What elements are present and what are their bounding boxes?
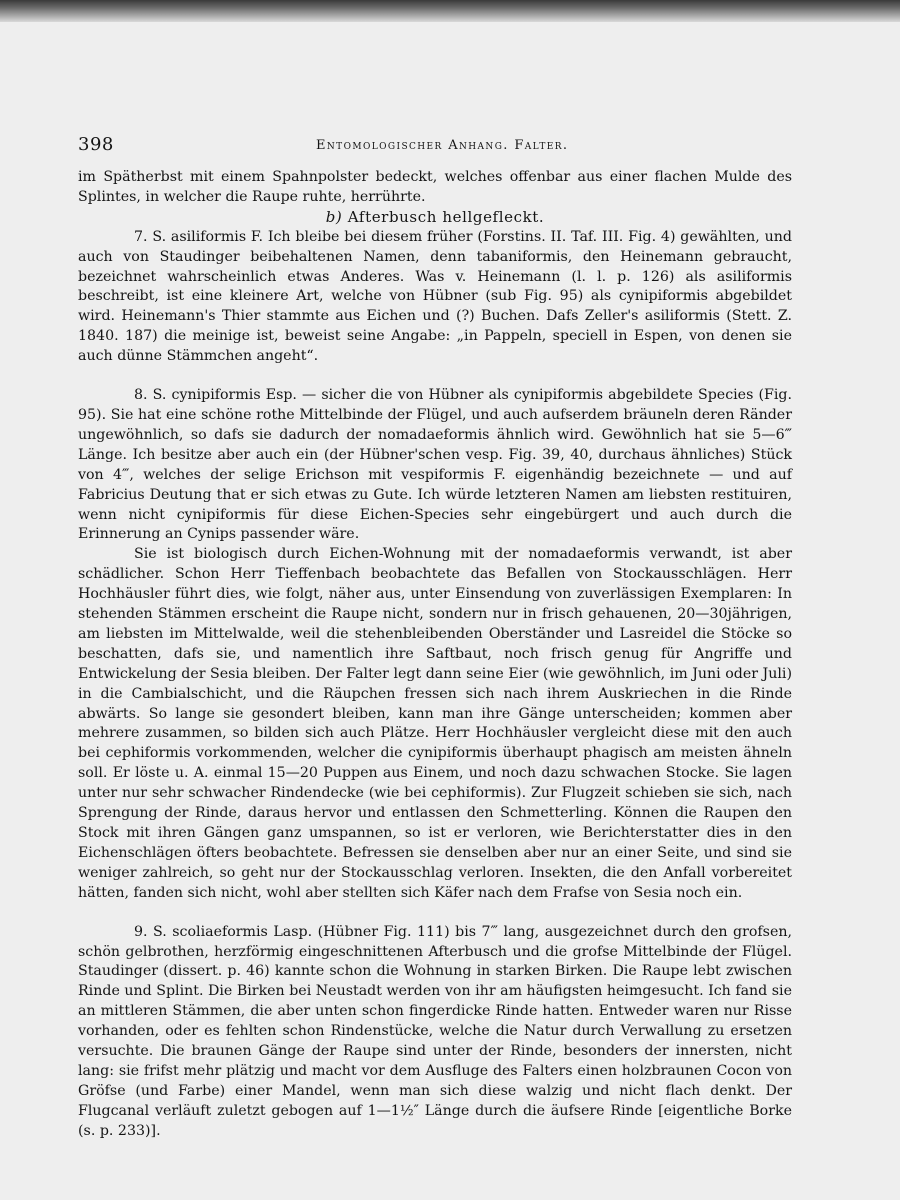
page-number: 398 <box>78 134 114 155</box>
running-title: Entomologischer Anhang. Falter. <box>316 138 569 153</box>
paragraph-species-7: 7. S. asiliformis F. Ich bleibe bei diesem früher (Forstins. II. Taf. III. Fig. 4) gewählten, und auch von Staudinger beibehaltenen Namen, denn tabaniformis, den Heinemann gebraucht, bezeichnet wahrscheinlich etwas Anderes. Was v. Heinemann (l. l. p. 126) als asiliformis beschreibt, ist eine kleinere Art, welche von Hübner (sub Fig. 95) als cynipiformis abgebildet wird. Heinemann's Thier stammte aus Eichen und (?) Buchen. Dafs Zeller's asiliformis (Stett. Z. 1840. 187) die meinige ist, beweist seine Angabe: „in Pappeln, speciell in Espen, von denen sie auch dünne Stämmchen angeht“. <box>78 228 792 365</box>
page-header <box>78 134 798 158</box>
section-title: Afterbusch hellgefleckt. <box>347 207 545 226</box>
paragraph-intro: im Spätherbst mit einem Spahnpolster bedeckt, welches offenbar aus einer flachen Mulde des Splintes, in welcher die Raupe ruhte, herrührte. <box>78 169 792 205</box>
spacer <box>78 904 792 923</box>
scan-top-shadow <box>0 0 900 22</box>
paragraph-species-8-biology: Sie ist biologisch durch Eichen-Wohnung mit der nomadaeformis verwandt, ist aber schädlicher. Schon Herr Tieffenbach beobachtete das Befallen von Stockausschlägen. Herr Hochhäusler führt dies, wie folgt, näher aus, unter Einsendung von zuverlässigen Exemplaren: In stehenden Stämmen erscheint die Raupe nicht, sondern nur in frisch gehauenen, 20—30jährigen, am liebsten im Mittelwalde, weil die stehenbleibenden Oberständer und Lasreidel die Stöcke so beschatten, dafs sie, und namentlich ihre Saftbaut, noch frisch genug für Angriffe und Entwickelung der Sesia bleiben. Der Falter legt dann seine Eier (wie gewöhnlich, im Juni oder Juli) in die Cambialschicht, und die Räupchen fressen sich nach ihrem Auskriechen in die Rinde abwärts. So lange sie gesondert bleiben, kann man ihre Gänge unterscheiden; kommen aber mehrere zusammen, so bilden sich auch Plätze. Herr Hochhäusler vergleicht diese mit den auch bei cephiformis vorkommenden, welcher die cynipiformis überhaupt phagisch am meisten ähneln soll. Er löste u. A. einmal 15—20 Puppen aus Einem, und noch dazu schwachen Stocke. Sie lagen unter nur sehr schwacher Rindendecke (wie bei cephiformis). Zur Flugzeit schieben sie sich, nach Sprengung der Rinde, daraus hervor und entlassen den Schmetterling. Können die Raupen den Stock mit ihren Gängen ganz umspannen, so ist er verloren, wie Berichterstatter dies in den Eichenschlägen öfters beobachtete. Befressen sie denselben aber nur an einer Seite, und sind sie weniger zahlreich, so geht nur der Stockausschlag verloren. Insekten, die den Anfall vorbereitet hätten, fanden sich nicht, wohl aber stellten sich Käfer nach dem Frafse von Sesia noch ein. <box>78 546 792 901</box>
page-body <box>78 168 792 1142</box>
paragraph-species-9: 9. S. scoliaeformis Lasp. (Hübner Fig. 111) bis 7‴ lang, ausgezeichnet durch den grofsen, schön gelbrothen, herzförmig eingeschnittenen Afterbusch und die grofse Mittelbinde der Flügel. Staudinger (dissert. p. 46) kannte schon die Wohnung in starken Birken. Die Raupe lebt zwischen Rinde und Splint. Die Birken bei Neustadt werden von ihr am häufigsten heimgesucht. Ich fand sie an mittleren Stämmen, die aber unten schon fingerdicke Rinde hatten. Entweder waren nur Risse vorhanden, oder es fehlten schon Rindenstücke, welche die Natur durch Verwallung zu ersetzen versuchte. Die braunen Gänge der Raupe sind unter der Rinde, besonders der innersten, nicht lang: sie frifst mehr plätzig und macht vor dem Ausfluge des Falters einen holzbraunen Cocon von Gröfse (und Farbe) einer Mandel, wenn man sich diese walzig und nicht flach denkt. Der Flugcanal verläuft zuletzt gebogen auf 1—1½″ Länge durch die äufsere Rinde [eigentliche Borke (s. p. 233)]. <box>78 923 792 1139</box>
paragraph-species-8: 8. S. cynipiformis Esp. — sicher die von Hübner als cynipiformis abgebildete Species (Fig. 95). Sie hat eine schöne rothe Mittelbinde der Flügel, und auch aufserdem bräuneln deren Ränder ungewöhnlich, so dafs sie dadurch der nomadaeformis ähnlich wird. Gewöhnlich hat sie 5—6‴ Länge. Ich besitze aber auch ein (der Hübner'schen vesp. Fig. 39, 40, durchaus ähnliches) Stück von 4‴, welches der selige Erichson mit vespiformis F. eigenhändig bezeichnete — und auf Fabricius Deutung that er sich etwas zu Gute. Ich würde letzteren Namen am liebsten restituiren, wenn nicht cynipiformis für diese Eichen-Species sehr eingebürgert und auch durch die Erinnerung an Cynips passender wäre. <box>78 387 792 543</box>
spacer <box>78 367 792 386</box>
section-label: b) <box>325 207 343 226</box>
section-heading-b <box>78 208 792 228</box>
